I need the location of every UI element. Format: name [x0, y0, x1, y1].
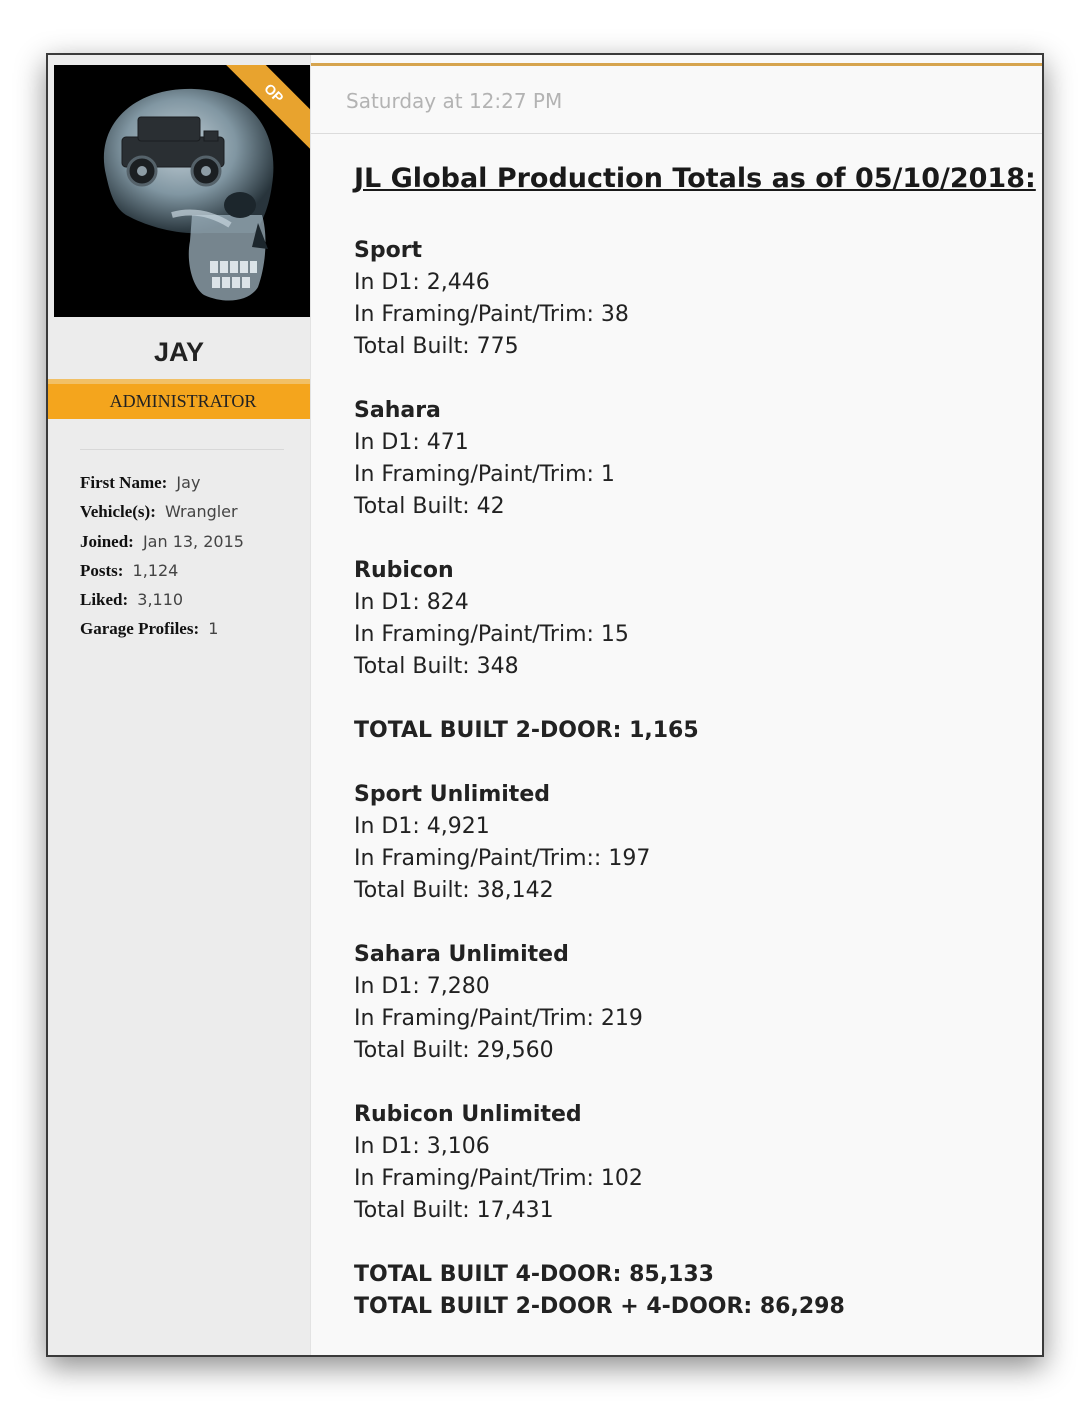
op-badge: OP: [215, 65, 310, 152]
model-block-rubicon: [354, 555, 994, 683]
post-title: JL Global Production Totals as of 05/10/2018:: [354, 163, 1036, 194]
model-block-rubicon-unlimited: [354, 1099, 994, 1227]
model-name: Rubicon: [354, 558, 454, 583]
model-total-built: Total Built: 348: [354, 654, 519, 679]
user-sidebar: [48, 55, 310, 1355]
sidebar-divider: [80, 449, 284, 450]
user-stats: [80, 468, 300, 644]
stat-garage-profiles: Garage Profiles: 1: [80, 619, 219, 639]
model-in-framing: In Framing/Paint/Trim: 1: [354, 462, 615, 487]
model-block-sport: [354, 235, 994, 363]
model-total-built: Total Built: 775: [354, 334, 519, 359]
model-name: Rubicon Unlimited: [354, 1102, 582, 1127]
model-in-framing: In Framing/Paint/Trim:: 197: [354, 846, 651, 871]
post-timestamp[interactable]: Saturday at 12:27 PM: [346, 89, 563, 113]
model-in-framing: In Framing/Paint/Trim: 38: [354, 302, 629, 327]
model-name: Sport: [354, 238, 423, 263]
total-2door: TOTAL BUILT 2-DOOR: 1,165: [354, 718, 699, 743]
model-block-sahara: [354, 395, 994, 523]
role-badge: ADMINISTRATOR: [48, 379, 318, 419]
model-in-d1: In D1: 2,446: [354, 270, 490, 295]
timestamp-divider: [311, 133, 1042, 134]
stat-joined: Joined: Jan 13, 2015: [80, 531, 244, 551]
model-block-sport-unlimited: [354, 779, 994, 907]
model-in-d1: In D1: 4,921: [354, 814, 490, 839]
model-in-framing: In Framing/Paint/Trim: 15: [354, 622, 629, 647]
model-name: Sahara: [354, 398, 441, 423]
stat-posts: Posts: 1,124: [80, 560, 179, 580]
avatar[interactable]: [54, 65, 310, 317]
model-in-d1: In D1: 7,280: [354, 974, 490, 999]
forum-post-window: [46, 53, 1044, 1357]
model-in-framing: In Framing/Paint/Trim: 219: [354, 1006, 643, 1031]
model-total-built: Total Built: 42: [354, 494, 505, 519]
model-total-built: Total Built: 29,560: [354, 1038, 554, 1063]
total-all: TOTAL BUILT 2-DOOR + 4-DOOR: 86,298: [354, 1294, 845, 1319]
total-4door: TOTAL BUILT 4-DOOR: 85,133: [354, 1262, 714, 1287]
stat-vehicles: Vehicle(s): Wrangler: [80, 502, 238, 522]
stat-liked: Liked: 3,110: [80, 590, 184, 610]
model-name: Sport Unlimited: [354, 782, 550, 807]
model-name: Sahara Unlimited: [354, 942, 569, 967]
model-total-built: Total Built: 17,431: [354, 1198, 554, 1223]
model-in-d1: In D1: 471: [354, 430, 469, 455]
model-in-d1: In D1: 3,106: [354, 1134, 490, 1159]
model-in-framing: In Framing/Paint/Trim: 102: [354, 1166, 643, 1191]
model-block-sahara-unlimited: [354, 939, 994, 1067]
model-total-built: Total Built: 38,142: [354, 878, 554, 903]
post-content: [310, 55, 1042, 1355]
post-top-accent: [311, 63, 1042, 66]
spacer: [354, 747, 994, 779]
post-body: [354, 235, 994, 1323]
username[interactable]: JAY: [153, 337, 205, 367]
stat-first-name: First Name: Jay: [80, 473, 201, 492]
model-in-d1: In D1: 824: [354, 590, 469, 615]
